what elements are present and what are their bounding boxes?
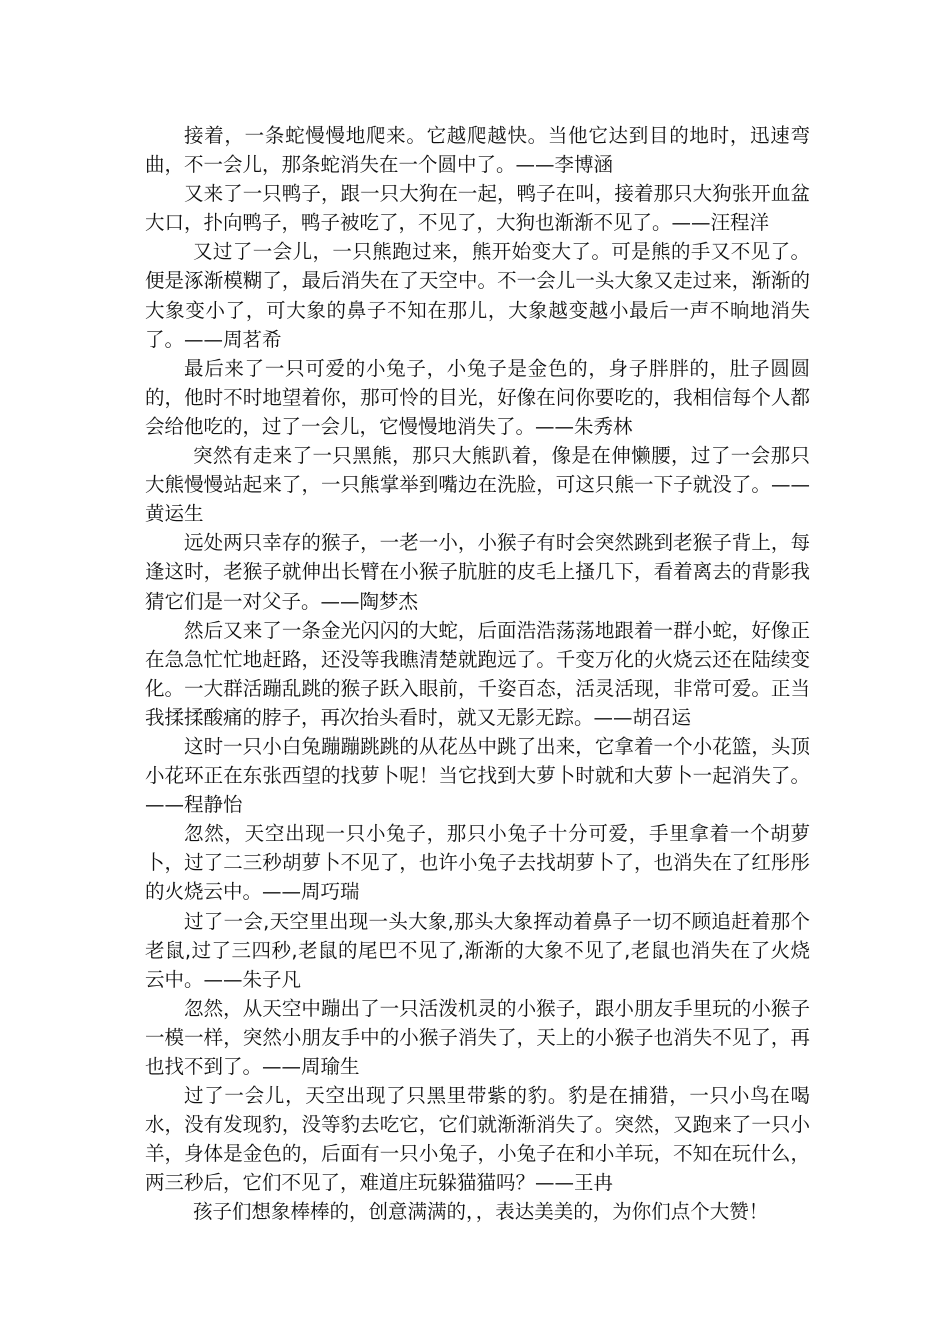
paragraph-closing-praise: 孩子们想象棒棒的，创意满满的，，表达美美的，为你们点个大赞！ [193,1200,769,1224]
paragraph-zhou-mingxi: 又过了一会儿，一只熊跑过来，熊开始变大了。可是熊的手又不见了。便是涿渐模糊了，最后消失在了天空中。不一会儿一头大象又走过来，渐渐的大象变小了，可大象的鼻子不知在那儿，大象越变越小最后一声不晌地消失了。——周茗希 [145,240,810,351]
document-page [145,121,810,1227]
paragraph-cheng-jingyi: 这时一只小白兔蹦蹦跳跳的从花丛中跳了出来，它拿着一个小花篮，头顶小花环正在东张西望的找萝卜呢！当它找到大萝卜时就和大萝卜一起消失了。——程静怡 [145,734,810,817]
paragraph-zhou-qiaorui: 忽然，天空出现一只小兔子，那只小兔子十分可爱，手里拿着一个胡萝卜，过了二三秒胡萝卜不见了，也许小兔子去找胡萝卜了，也消失在了红彤彤的火烧云中。——周巧瑞 [145,822,810,904]
paragraph-zhu-xiulin: 最后来了一只可爱的小兔子，小兔子是金色的，身子胖胖的，肚子圆圆的，他时不时地望着你，那可怜的目光，好像在问你要吃的，我相信每个人都会给他吃的，过了一会儿，它慢慢地消失了。——朱秀林 [145,356,810,438]
paragraph-tao-mengjie: 远处两只幸存的猴子，一老一小，小猴子有时会突然跳到老猴子背上，每逢这时，老猴子就伸出长臂在小猴子肮脏的皮毛上搔几下，看着离去的背影我猜它们是一对父子。——陶梦杰 [145,531,810,613]
paragraph-li-bohan: 接着，一条蛇慢慢地爬来。它越爬越快。当他它达到目的地时，迅速弯曲，不一会儿，那条蛇消失在一个圆中了。——李博涵 [145,124,810,177]
paragraph-zhou-yusheng: 忽然，从天空中蹦出了一只活泼机灵的小猴子，跟小朋友手里玩的小猴子一模一样，突然小朋友手中的小猴子消失了，天上的小猴子也消失不见了，再也找不到了。——周瑜生 [145,996,810,1078]
paragraph-huang-yunsheng: 突然有走来了一只黑熊，那只大熊趴着，像是在伸懒腰，过了一会那只大熊慢慢站起来了，一只熊掌举到嘴边在洗脸，可这只熊一下子就没了。——黄运生 [145,444,810,526]
paragraph-wang-chengyang: 又来了一只鸭子，跟一只大狗在一起，鸭子在叫，接着那只大狗张开血盆大口，扑向鸭子，鸭子被吃了，不见了，大狗也渐渐不见了。——汪程洋 [145,182,810,235]
paragraph-hu-zhaoyun: 然后又来了一条金光闪闪的大蛇，后面浩浩荡荡地跟着一群小蛇，好像正在急急忙忙地赶路，还没等我瞧清楚就跑远了。千变万化的火烧云还在陆续变化。一大群活蹦乱跳的猴子跃入眼前，千姿百态，活灵活现，非常可爱。正当我揉揉酸痛的脖子，再次抬头看时，就又无影无踪。——胡召运 [145,618,810,729]
paragraph-zhu-zifan: 过了一会,天空里出现一头大象,那头大象挥动着鼻子一切不顾追赶着那个老鼠,过了三四秒,老鼠的尾巴不见了,渐渐的大象不见了,老鼠也消失在了火烧云中。——朱子凡 [145,909,810,991]
paragraph-wang-ran: 过了一会儿，天空出现了只黑里带紫的豹。豹是在捕猎，一只小鸟在喝水，没有发现豹，没等豹去吃它，它们就渐渐消失了。突然，又跑来了一只小羊，身体是金色的，后面有一只小兔子，小兔子在和小羊玩，不知在玩什么，两三秒后，它们不见了，难道庄玩躲猫猫吗？——王冉 [145,1084,810,1195]
